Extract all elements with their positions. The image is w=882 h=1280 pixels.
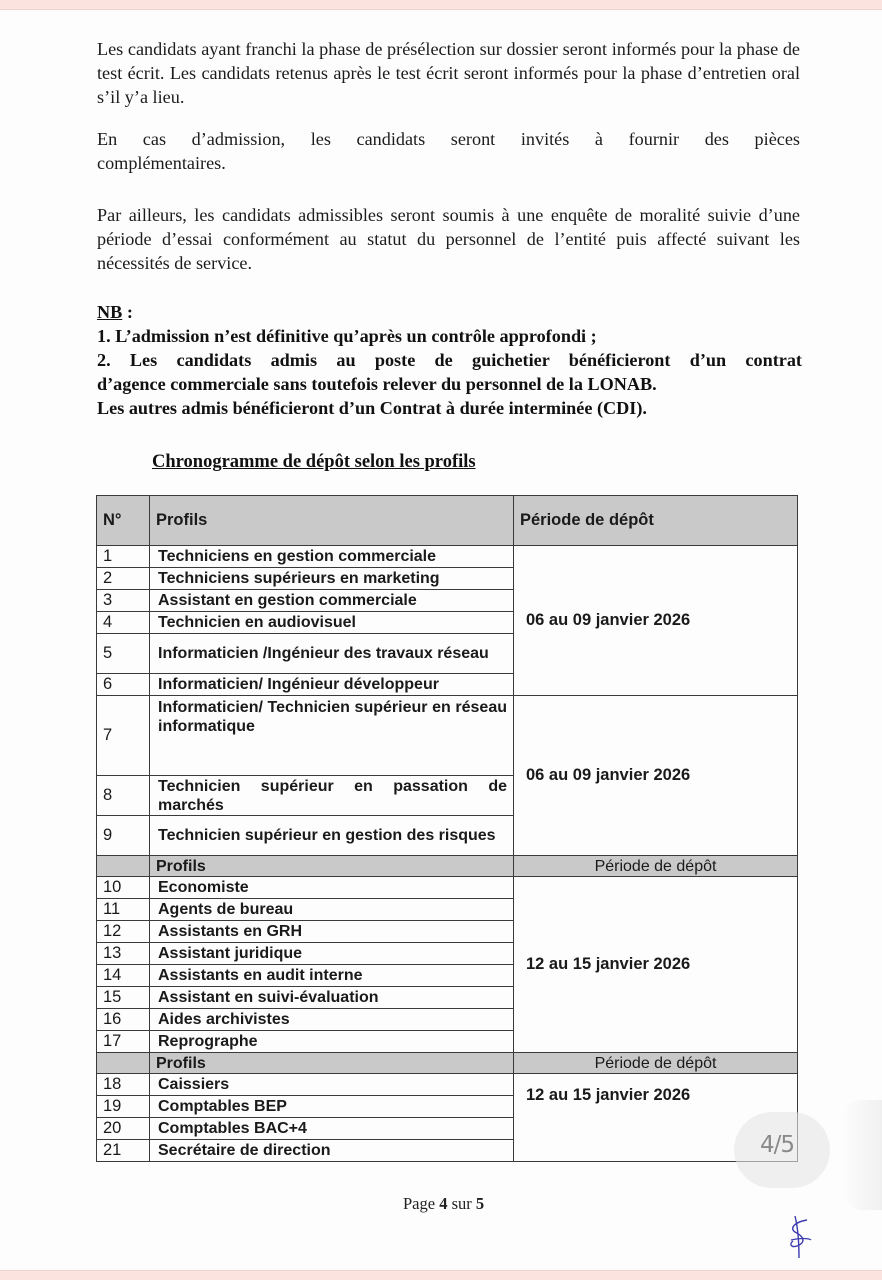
subheader-num	[97, 1053, 150, 1074]
row-profile: Economiste	[150, 877, 514, 899]
row-num: 3	[97, 590, 150, 612]
subheader-num	[97, 856, 150, 877]
group-3-period: 12 au 15 janvier 2026	[514, 877, 798, 1053]
row-num: 19	[97, 1096, 150, 1118]
group-1-period: 06 au 09 janvier 2026	[514, 546, 798, 696]
table-row	[97, 696, 798, 776]
row-num: 21	[97, 1140, 150, 1162]
row-profile: Assistant en gestion commerciale	[150, 590, 514, 612]
paragraph-admission-line2: complémentaires.	[97, 153, 226, 173]
row-profile: Assistant en suivi-évaluation	[150, 987, 514, 1009]
page-indicator-badge	[734, 1112, 830, 1188]
table-row	[97, 546, 798, 568]
header-num: N°	[97, 496, 150, 546]
nb-item-1: 1. L’admission n’est définitive qu’après un contrôle approfondi ;	[97, 326, 597, 346]
nb-title: NB	[97, 302, 123, 322]
row-profile: Assistants en audit interne	[150, 965, 514, 987]
footer-prefix: Page	[403, 1194, 440, 1213]
deposit-schedule-table	[96, 495, 798, 1162]
row-profile: Technicien supérieur en gestion des risques	[150, 816, 514, 856]
nb-item-2-line3: Les autres admis bénéficieront d’un Contrat à durée interminée (CDI).	[97, 398, 647, 418]
row-num: 17	[97, 1031, 150, 1053]
section-title: Chronogramme de dépôt selon les profils	[152, 452, 476, 472]
group-2-period: 06 au 09 janvier 2026	[514, 696, 798, 856]
nb-item-2-line2: d’agence commerciale sans toutefois relever du personnel de la LONAB.	[97, 374, 657, 394]
row-profile: Agents de bureau	[150, 899, 514, 921]
row-num: 5	[97, 634, 150, 674]
row-num: 18	[97, 1074, 150, 1096]
row-profile: Technicien en audiovisuel	[150, 612, 514, 634]
group-4-period: 12 au 15 janvier 2026	[514, 1074, 798, 1162]
header-profile: Profils	[150, 496, 514, 546]
row-profile: Aides archivistes	[150, 1009, 514, 1031]
nb-section	[97, 300, 802, 420]
row-num: 12	[97, 921, 150, 943]
row-num: 8	[97, 776, 150, 816]
footer-middle: sur	[447, 1194, 476, 1213]
paragraph-moralite: Par ailleurs, les candidats admissibles seront soumis à une enquête de moralité suivie d’une période d’essai conformément au statut du personnel de l’entité puis affecté suivant les nécessités de service.	[97, 205, 800, 273]
table-row	[97, 1074, 798, 1096]
row-num: 4	[97, 612, 150, 634]
row-profile: Caissiers	[150, 1074, 514, 1096]
footer-current-page: 4	[439, 1194, 448, 1213]
row-num: 16	[97, 1009, 150, 1031]
page-indicator-text: 4/5	[760, 1132, 795, 1158]
viewer-edge-shadow	[842, 1100, 882, 1210]
paragraph-admission	[97, 127, 800, 175]
row-profile: Comptables BEP	[150, 1096, 514, 1118]
row-profile: Reprographe	[150, 1031, 514, 1053]
row-profile: Informaticien /Ingénieur des travaux réseau	[150, 634, 514, 674]
row-num: 1	[97, 546, 150, 568]
table-row	[97, 877, 798, 899]
row-profile: Informaticien/ Ingénieur développeur	[150, 674, 514, 696]
row-profile: Assistants en GRH	[150, 921, 514, 943]
row-num: 11	[97, 899, 150, 921]
subheader-profile: Profils	[150, 856, 514, 877]
row-profile: Technicien supérieur en passation de marchés	[150, 776, 514, 816]
table-header-row	[97, 496, 798, 546]
nb-heading	[97, 300, 802, 324]
row-num: 7	[97, 696, 150, 776]
row-num: 2	[97, 568, 150, 590]
table-subheader-row	[97, 1053, 798, 1074]
row-profile: Assistant juridique	[150, 943, 514, 965]
paragraph-test-phases: Les candidats ayant franchi la phase de présélection sur dossier seront informés pour la phase de test écrit. Les candidats retenus après le test écrit seront informés pour la phase d’entretien oral s’il y’a lieu.	[97, 39, 800, 107]
subheader-period: Période de dépôt	[514, 1053, 798, 1074]
table-subheader-row	[97, 856, 798, 877]
document-page[interactable]	[0, 10, 882, 1270]
row-num: 15	[97, 987, 150, 1009]
row-num: 9	[97, 816, 150, 856]
viewer-bottom-frame	[0, 1270, 882, 1280]
row-num: 10	[97, 877, 150, 899]
row-profile: Secrétaire de direction	[150, 1140, 514, 1162]
signature-initials-icon	[785, 1210, 815, 1262]
row-num: 6	[97, 674, 150, 696]
page-footer	[403, 1194, 484, 1214]
row-num: 14	[97, 965, 150, 987]
header-period: Période de dépôt	[514, 496, 798, 546]
row-profile: Comptables BAC+4	[150, 1118, 514, 1140]
row-num: 13	[97, 943, 150, 965]
nb-item-2-line1: 2. Les candidats admis au poste de guichetier bénéficieront d’un contrat	[97, 350, 802, 370]
footer-total-pages: 5	[475, 1194, 485, 1213]
viewer-top-frame	[0, 0, 882, 10]
row-profile: Techniciens supérieurs en marketing	[150, 568, 514, 590]
nb-title-suffix: :	[122, 302, 133, 322]
row-profile: Informaticien/ Technicien supérieur en réseau informatique	[150, 696, 514, 776]
row-profile: Techniciens en gestion commerciale	[150, 546, 514, 568]
subheader-period: Période de dépôt	[514, 856, 798, 877]
row-num: 20	[97, 1118, 150, 1140]
subheader-profile: Profils	[150, 1053, 514, 1074]
paragraph-admission-line1: En cas d’admission, les candidats seront invités à fournir des pièces	[97, 129, 800, 149]
